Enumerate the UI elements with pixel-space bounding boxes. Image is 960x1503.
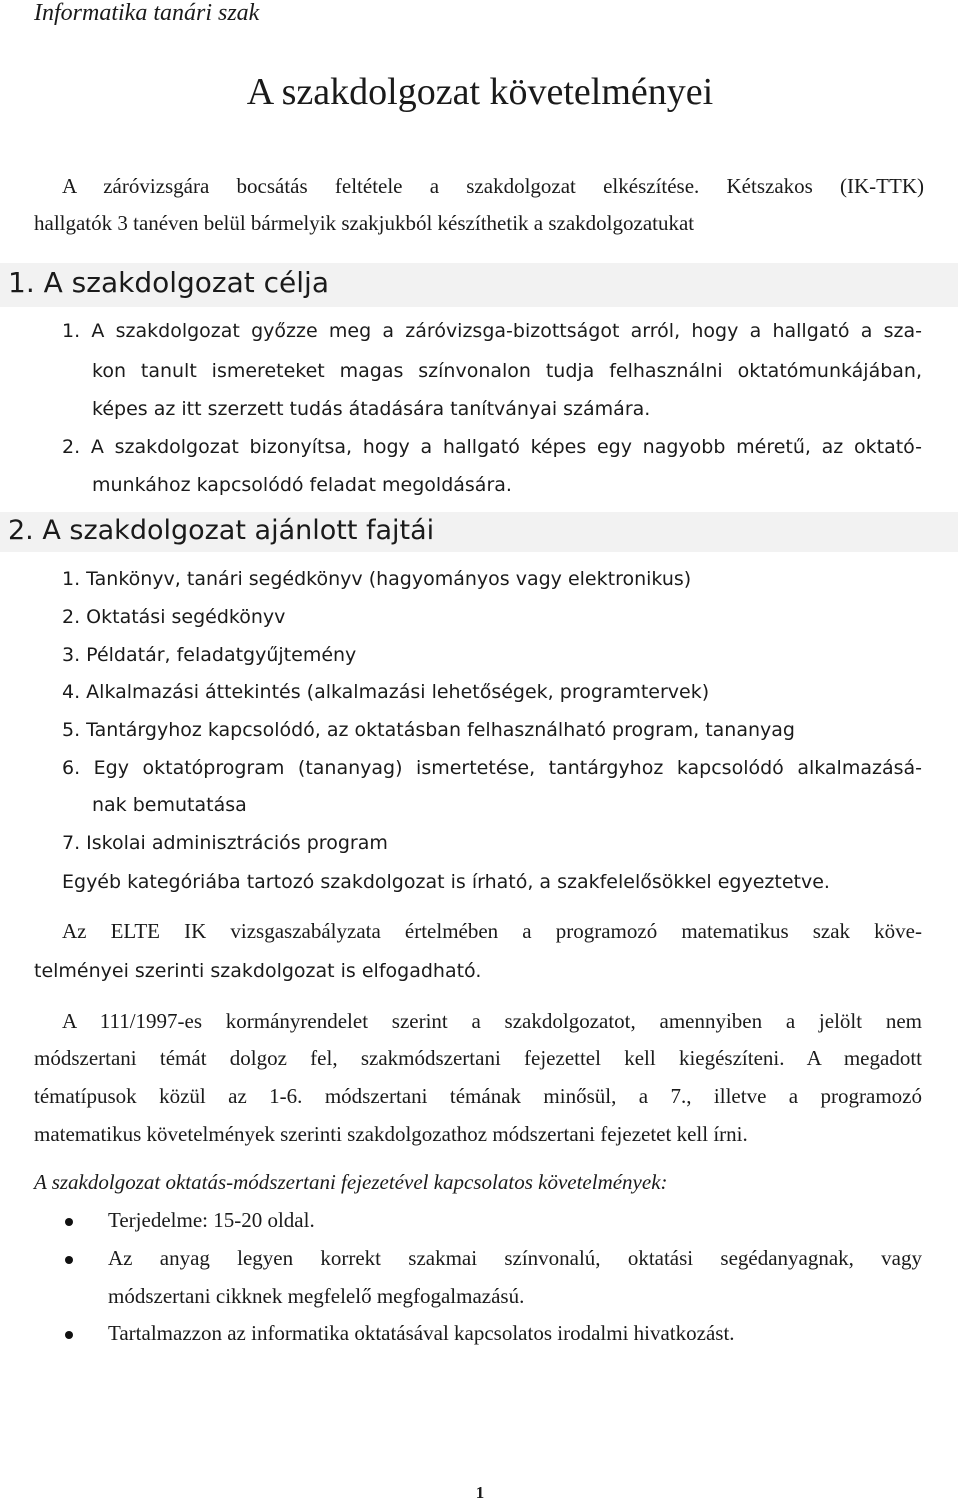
type-item-6-line-2: nak bemutatása [92, 794, 247, 816]
decree-paragraph-line-4: matematikus követelmények szerinti szakdolgozathoz módszertani fejezetet kell írni. [34, 1122, 748, 1146]
intro-line-2: hallgatók 3 tanéven belül bármelyik szakjukból készíthetik a szakdolgozatukat [34, 211, 695, 235]
page-title: A szakdolgozat követelményei [246, 71, 714, 113]
document-header: Informatika tanári szak [34, 0, 260, 26]
elte-paragraph-line-1: Az ELTE IK vizsgaszabályzata értelmében a programozó matematikus szak köve- [62, 919, 922, 943]
bullet-icon [65, 1256, 73, 1264]
section-heading-1 [0, 263, 958, 307]
goal-item-1-line-2: kon tanult ismereteket magas színvonalon tudja felhasználni oktatómunkájában, [92, 360, 922, 382]
bullet-icon [65, 1218, 73, 1226]
section-heading-2 [0, 512, 958, 552]
requirement-2-line-1: Az anyag legyen korrekt szakmai színvonalú, oktatási segédanyagnak, vagy [108, 1246, 922, 1270]
type-item-3: 3. Példatár, feladatgyűjtemény [62, 644, 357, 666]
section-heading-1-text: 1. A szakdolgozat célja [8, 266, 329, 299]
type-item-2: 2. Oktatási segédkönyv [62, 606, 286, 628]
requirements-heading: A szakdolgozat oktatás-módszertani fejezetével kapcsolatos követelmények: [34, 1170, 668, 1194]
type-item-4: 4. Alkalmazási áttekintés (alkalmazási lehetőségek, programtervek) [62, 681, 710, 703]
decree-paragraph-line-3: tématípusok közül az 1-6. módszertani témának minősül, a 7., illetve a programozó [34, 1084, 922, 1108]
goal-item-1-line-3: képes az itt szerzett tudás átadására tanítványai számára. [92, 398, 651, 420]
requirement-3: Tartalmazzon az informatika oktatásával kapcsolatos irodalmi hivatkozást. [108, 1321, 735, 1345]
type-item-1: 1. Tankönyv, tanári segédkönyv (hagyományos vagy elektronikus) [62, 568, 692, 590]
requirement-2-line-2: módszertani cikknek megfelelő megfogalmazású. [108, 1284, 525, 1308]
section-heading-2-text: 2. A szakdolgozat ajánlott fajtái [8, 515, 435, 546]
other-category-note: Egyéb kategóriába tartozó szakdolgozat is írható, a szakfelelősökkel egyeztetve. [62, 871, 830, 893]
decree-paragraph-line-1: A 111/1997-es kormányrendelet szerint a szakdolgozatot, amennyiben a jelölt nem [62, 1009, 922, 1033]
goal-item-2-line-2: munkához kapcsolódó feladat megoldására. [92, 474, 512, 496]
decree-paragraph-line-2: módszertani témát dolgoz fel, szakmódszertani fejezettel kell kiegészíteni. A megadott [34, 1046, 922, 1070]
page-number: 1 [475, 1483, 485, 1502]
intro-line-1: A záróvizsgára bocsátás feltétele a szakdolgozat elkészítése. Kétszakos (IK-TTK) [62, 174, 924, 198]
type-item-6-line-1: 6. Egy oktatóprogram (tananyag) ismertetése, tantárgyhoz kapcsolódó alkalmazásá- [62, 757, 922, 779]
elte-paragraph-line-2: telményei szerinti szakdolgozat is elfogadható. [34, 960, 482, 982]
bullet-icon [65, 1331, 73, 1339]
goal-item-1-line-1: 1. A szakdolgozat győzze meg a záróvizsga-bizottságot arról, hogy a hallgató a sza- [62, 320, 922, 342]
goal-item-2-line-1: 2. A szakdolgozat bizonyítsa, hogy a hallgató képes egy nagyobb méretű, az oktató- [62, 436, 922, 458]
type-item-7: 7. Iskolai adminisztrációs program [62, 832, 388, 854]
type-item-5: 5. Tantárgyhoz kapcsolódó, az oktatásban felhasználható program, tananyag [62, 719, 795, 741]
requirement-1: Terjedelme: 15-20 oldal. [108, 1208, 315, 1232]
